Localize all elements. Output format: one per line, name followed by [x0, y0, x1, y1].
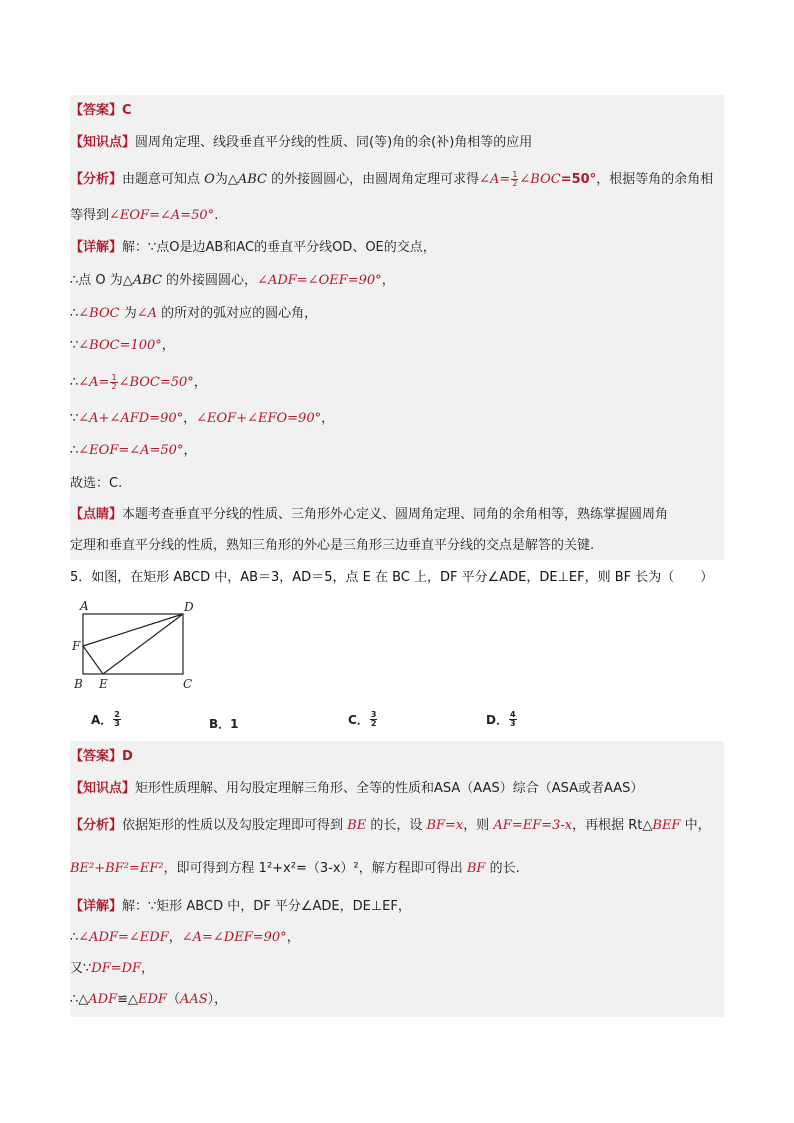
- math-expr: ∠A=∠DEF=90°: [181, 930, 287, 945]
- option-b: [209, 715, 239, 732]
- detail-text: ∴△: [70, 992, 89, 1007]
- knowledge-text: 矩形性质理解、用勾股定理解三角形、全等的性质和ASA（AAS）综合（ASA或者AAS）: [135, 781, 644, 796]
- detail-text: ∴: [70, 930, 79, 945]
- detail-text: ，: [161, 338, 175, 353]
- math-expr: AF=EF=3-x: [493, 818, 573, 833]
- math-expr: BEF: [652, 818, 681, 833]
- math-expr: =50°: [560, 172, 597, 187]
- fraction-half: [110, 374, 117, 391]
- analysis-text: 中，: [680, 818, 711, 833]
- detail-tag: 【详解】: [70, 240, 123, 255]
- q4-detail-line5: [70, 374, 724, 391]
- math-expr: ADF: [88, 992, 118, 1007]
- math-expr: ∠EOF=∠A=50°: [109, 208, 215, 223]
- q4-answer: [70, 103, 724, 119]
- q4-comment-line2: [70, 538, 724, 554]
- math-expr: ∠EOF+∠EFO=90°: [196, 411, 322, 426]
- answer-value: C: [122, 103, 132, 118]
- knowledge-tag: 【知识点】: [70, 135, 136, 150]
- frac-num: 4: [509, 710, 516, 719]
- detail-text: 又∵: [70, 961, 92, 976]
- detail-text: 为: [119, 306, 137, 321]
- detail-text: 解：∵矩形 ABCD 中，DF 平分∠ADE，DE⊥EF，: [122, 899, 411, 914]
- detail-text: ∴: [70, 443, 79, 458]
- frac-num: 2: [114, 710, 120, 719]
- detail-text: ∴: [70, 306, 79, 321]
- detail-text: 的所对的弧对应的圆心角，: [157, 306, 318, 321]
- frac-num: 1: [512, 170, 518, 179]
- detail-text: ≌△: [117, 992, 139, 1007]
- detail-text: ，: [381, 273, 395, 288]
- detail-text: （: [166, 992, 180, 1007]
- detail-tag: 【详解】: [70, 899, 123, 914]
- option-fraction: [113, 711, 121, 728]
- label-a: A: [80, 599, 89, 613]
- math-expr: ∠A+∠AFD=90°: [78, 411, 184, 426]
- label-c: C: [183, 677, 193, 691]
- math-triangle: △ABC: [227, 172, 267, 187]
- analysis-tag: 【分析】: [70, 818, 123, 833]
- math-triangle: △ABC: [122, 273, 162, 288]
- frac-den: 2: [512, 179, 518, 188]
- math-expr: ∠BOC: [78, 306, 120, 321]
- math-expr: BF=x: [426, 818, 464, 833]
- answer-tag: 【答案】: [70, 103, 123, 118]
- q4-detail-line3: [70, 306, 724, 322]
- q4-knowledge: [70, 135, 724, 151]
- math-expr: ∠BOC: [519, 172, 561, 187]
- segment-fd: [83, 614, 183, 646]
- detail-text: ），: [207, 992, 228, 1007]
- option-a: [91, 711, 122, 728]
- analysis-text: ，根据等角的余角相: [596, 172, 714, 187]
- math-expr: DF=DF: [91, 961, 142, 976]
- q5-detail-line4: [70, 992, 724, 1008]
- option-d: [486, 711, 518, 728]
- answer-value: D: [122, 749, 133, 764]
- analysis-text: 的长，设: [366, 818, 427, 833]
- answer-tag: 【答案】: [70, 749, 123, 764]
- detail-text: ∵: [70, 338, 79, 353]
- q5-detail-line3: [70, 961, 724, 977]
- detail-text: ∴点 O 为: [70, 273, 123, 288]
- math-expr: BF: [466, 861, 486, 876]
- detail-text: 的外接圆圆心，: [161, 273, 258, 288]
- segment-fe: [83, 646, 103, 674]
- math-expr: ∠BOC=100°: [78, 338, 162, 353]
- q5-analysis-line2: [70, 861, 724, 877]
- fraction-half: [511, 171, 518, 188]
- q4-comment-line1: [70, 507, 724, 523]
- detail-text: ，: [141, 961, 155, 976]
- detail-text: ∵: [70, 411, 79, 426]
- segment-ed: [103, 614, 183, 674]
- detail-text: ∴: [70, 375, 79, 390]
- q5-stem: 5．如图，在矩形 ABCD 中，AB＝3，AD＝5，点 E 在 BC 上，DF 平分∠ADE，DE⊥EF，则 BF 长为（ ）: [70, 570, 714, 585]
- option-c: [348, 711, 378, 728]
- q5-detail-line2: [70, 930, 724, 946]
- math-expr: ∠EOF=∠A=50°: [78, 443, 184, 458]
- detail-text: ，: [183, 443, 197, 458]
- analysis-text: 等得到: [70, 208, 110, 223]
- q5-knowledge: [70, 781, 724, 797]
- detail-text: ，: [168, 930, 182, 945]
- option-letter: D．: [486, 713, 508, 727]
- analysis-text: ，即可得到方程 1²+x²=（3-x）²，解方程即可得出: [163, 861, 467, 876]
- math-expr: ∠A: [136, 306, 157, 321]
- q4-detail-line4: [70, 338, 724, 354]
- analysis-tag: 【分析】: [70, 172, 123, 187]
- option-fraction: [509, 711, 517, 728]
- math-expr: ∠BOC=50°: [118, 375, 194, 390]
- analysis-text: 的长.: [485, 861, 520, 876]
- analysis-text: 的外接圆圆心，由圆周角定理可求得: [266, 172, 480, 187]
- option-letter: C．: [348, 713, 369, 727]
- label-f: F: [72, 639, 81, 653]
- q4-detail-line6: [70, 411, 724, 427]
- math-expr: BE: [347, 818, 367, 833]
- rectangle-figure: [70, 596, 210, 696]
- analysis-text: 依据矩形的性质以及勾股定理即可得到: [122, 818, 348, 833]
- label-b: B: [74, 677, 83, 691]
- q5-analysis-line1: [70, 818, 724, 834]
- math-expr: ∠A=: [479, 172, 511, 187]
- q4-detail-line1: [70, 240, 724, 256]
- analysis-text: ，再根据 Rt△: [572, 818, 653, 833]
- q4-analysis-line1: [70, 171, 724, 188]
- detail-text: ，: [193, 375, 207, 390]
- q4-detail-line2: [70, 273, 724, 289]
- math-expr: AAS: [179, 992, 208, 1007]
- comment-tag: 【点睛】: [70, 507, 123, 522]
- option-fraction: [370, 711, 378, 728]
- q4-detail-line8: [70, 476, 724, 492]
- frac-num: 1: [111, 373, 117, 382]
- knowledge-tag: 【知识点】: [70, 781, 136, 796]
- option-letter: B．: [209, 717, 231, 731]
- analysis-text: .: [214, 208, 219, 223]
- frac-den: 3: [114, 719, 120, 728]
- q5-answer: [70, 749, 724, 765]
- comment-text: 定理和垂直平分线的性质，熟知三角形的外心是三角形三边垂直平分线的交点是解答的关键.: [70, 538, 595, 553]
- detail-text: ，: [321, 411, 335, 426]
- rectangle-abcd: [83, 614, 183, 674]
- math-expr: ∠A=: [78, 375, 110, 390]
- detail-text: 解：∵点O是边AB和AC的垂直平分线OD、OE的交点，: [122, 240, 436, 255]
- analysis-text: 为: [214, 172, 228, 187]
- detail-text: 故选：C.: [70, 476, 123, 491]
- frac-den: 2: [370, 719, 377, 728]
- option-value: 1: [230, 717, 239, 731]
- label-e: E: [99, 677, 108, 691]
- q4-detail-line7: [70, 443, 724, 459]
- math-expr: EDF: [138, 992, 167, 1007]
- detail-text: ，: [286, 930, 300, 945]
- math-expr: ∠ADF=∠OEF=90°: [257, 273, 382, 288]
- q5-detail-line1: [70, 899, 724, 915]
- comment-text: 本题考查垂直平分线的性质、三角形外心定义、圆周角定理、同角的余角相等，熟练掌握圆周角: [122, 507, 669, 522]
- knowledge-text: 圆周角定理、线段垂直平分线的性质、同(等)角的余(补)角相等的应用: [135, 135, 533, 150]
- detail-text: ，: [183, 411, 197, 426]
- frac-num: 3: [370, 710, 377, 719]
- label-d: D: [184, 600, 194, 614]
- analysis-text: 由题意可知点: [122, 172, 205, 187]
- analysis-text: ，则: [463, 818, 494, 833]
- math-var: O: [204, 172, 215, 187]
- option-letter: A．: [91, 713, 113, 727]
- math-expr: ∠ADF=∠EDF: [78, 930, 169, 945]
- math-expr: BE²+BF²=EF²: [70, 861, 164, 876]
- frac-den: 2: [111, 382, 117, 391]
- frac-den: 3: [509, 719, 516, 728]
- q4-analysis-line2: [70, 208, 724, 224]
